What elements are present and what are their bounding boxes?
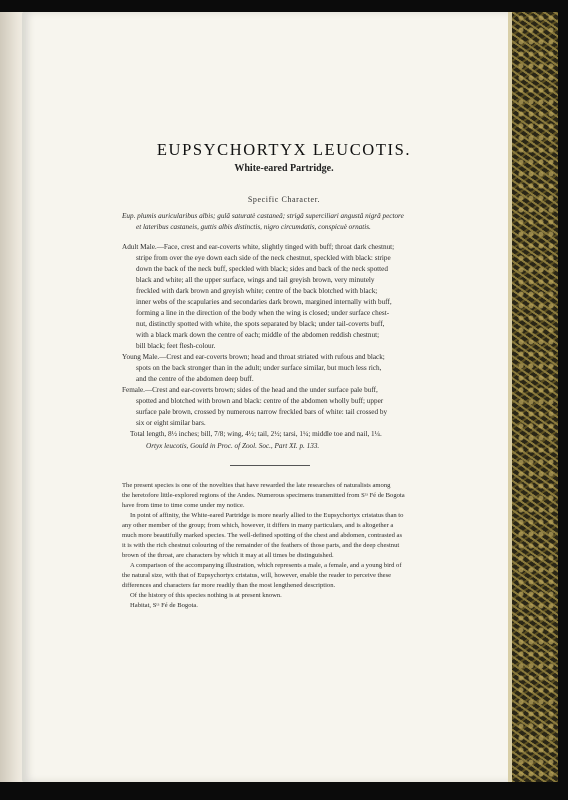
description-line: nut, distinctly spotted with white, the spots separated by black; under tail-coverts buff, — [136, 320, 385, 328]
description-line: and the centre of the abdomen deep buff. — [136, 375, 254, 383]
body-line: much more beautifully marked species. The well-defined spotting of the chest and abdomen, contrasted as — [122, 532, 403, 539]
specific-character-heading: Specific Character. — [247, 195, 321, 204]
marbled-cover-edge — [512, 12, 558, 782]
body-line: Of the history of this species nothing is at present known. — [130, 592, 282, 599]
section-divider — [230, 465, 310, 466]
body-line: brown of the throat, are characters by which it may at all times be distinguished. — [122, 552, 334, 559]
body-line: differences and characters far more readily than the most lengthened description. — [122, 582, 336, 589]
body-line: Habitat, Sᵗᵃ Fé de Bogota. — [130, 602, 198, 609]
description-line: with a black mark down the centre of each; middle of the abdomen reddish chestnut; — [136, 331, 380, 339]
description-line: Adult Male.—Face, crest and ear-coverts white, slightly tinged with buff; throat dark chestnut; — [122, 243, 395, 251]
description-line: spots on the back stronger than in the adult; under surface similar, but much less rich, — [136, 364, 382, 372]
latin-line: et lateribus castaneis, guttis albis distinctis, nigro circumdatis, conspicuè ornatis. — [136, 223, 371, 231]
latin-line: Eup. plumis auricularibus albis; gulâ saturatè castaneâ; strigâ superciliari angustâ nigrâ pectore — [122, 212, 404, 220]
description-line: freckled with dark brown and greyish white; centre of the back blotched with black; — [136, 287, 378, 295]
description-line: spotted and blotched with brown and black: centre of the abdomen wholly buff; upper — [136, 397, 384, 405]
common-name: White-eared Partridge. — [234, 163, 334, 174]
description-line: inner webs of the scapularies and secondaries dark brown, margined internally with buff, — [136, 298, 392, 306]
body-line: it is with the rich chestnut colouring of the remainder of the feathers of those parts, and the deep chestnut — [122, 542, 400, 549]
body-line: the natural size, with that of Eupsychortyx cristatus, will, however, enable the reader to perceive these — [122, 572, 392, 579]
description-line: Young Male.—Crest and ear-coverts brown; head and throat striated with rufous and black; — [122, 353, 385, 361]
measurements-line: Total length, 8½ inches; bill, 7/8; wing, 4½; tail, 2½; tarsi, 1¼; middle toe and nail, 1¼. — [130, 430, 382, 438]
description-line: down the back of the neck buff, speckled with black; sides and back of the neck spotted — [136, 265, 388, 273]
body-line: In point of affinity, the White-eared Partridge is more nearly allied to the Eupsychortyx cristatus than to — [130, 512, 404, 519]
species-title: EUPSYCHORTYX LEUCOTIS. — [156, 140, 412, 159]
description-line: forming a line in the direction of the body when the wing is closed; under surface chest- — [136, 309, 390, 317]
description-line: black and white; all the upper surface, wings and tail greyish brown, very minutely — [136, 276, 375, 284]
description-line: bill black; feet flesh-colour. — [136, 342, 216, 350]
description-line: surface pale brown, crossed by numerous narrow freckled bars of white: tail crossed by — [136, 408, 388, 416]
body-line: A comparison of the accompanying illustration, which represents a male, a female, and a young bird of — [130, 562, 402, 569]
body-line: The present species is one of the novelties that have rewarded the late researches of naturalists among — [122, 482, 391, 489]
description-line: Female.—Crest and ear-coverts brown; sides of the head and the under surface pale buff, — [122, 386, 378, 394]
citation: Ortyx leucotis, Gould in Proc. of Zool. Soc., Part XI. p. 133. — [146, 442, 320, 450]
body-line: any other member of the group; from which, however, it differs in many particulars, and is altogether a — [122, 522, 394, 529]
body-line: the heretofore little-explored regions of the Andes. Numerous specimens transmitted from Sᵗᵃ Fé de Bogota — [122, 492, 405, 499]
description-line: stripe from over the eye down each side of the neck chestnut, speckled with black: stripe — [136, 254, 391, 262]
body-line: have from time to time come under my notice. — [122, 502, 245, 509]
description-line: six or eight similar bars. — [136, 419, 206, 427]
